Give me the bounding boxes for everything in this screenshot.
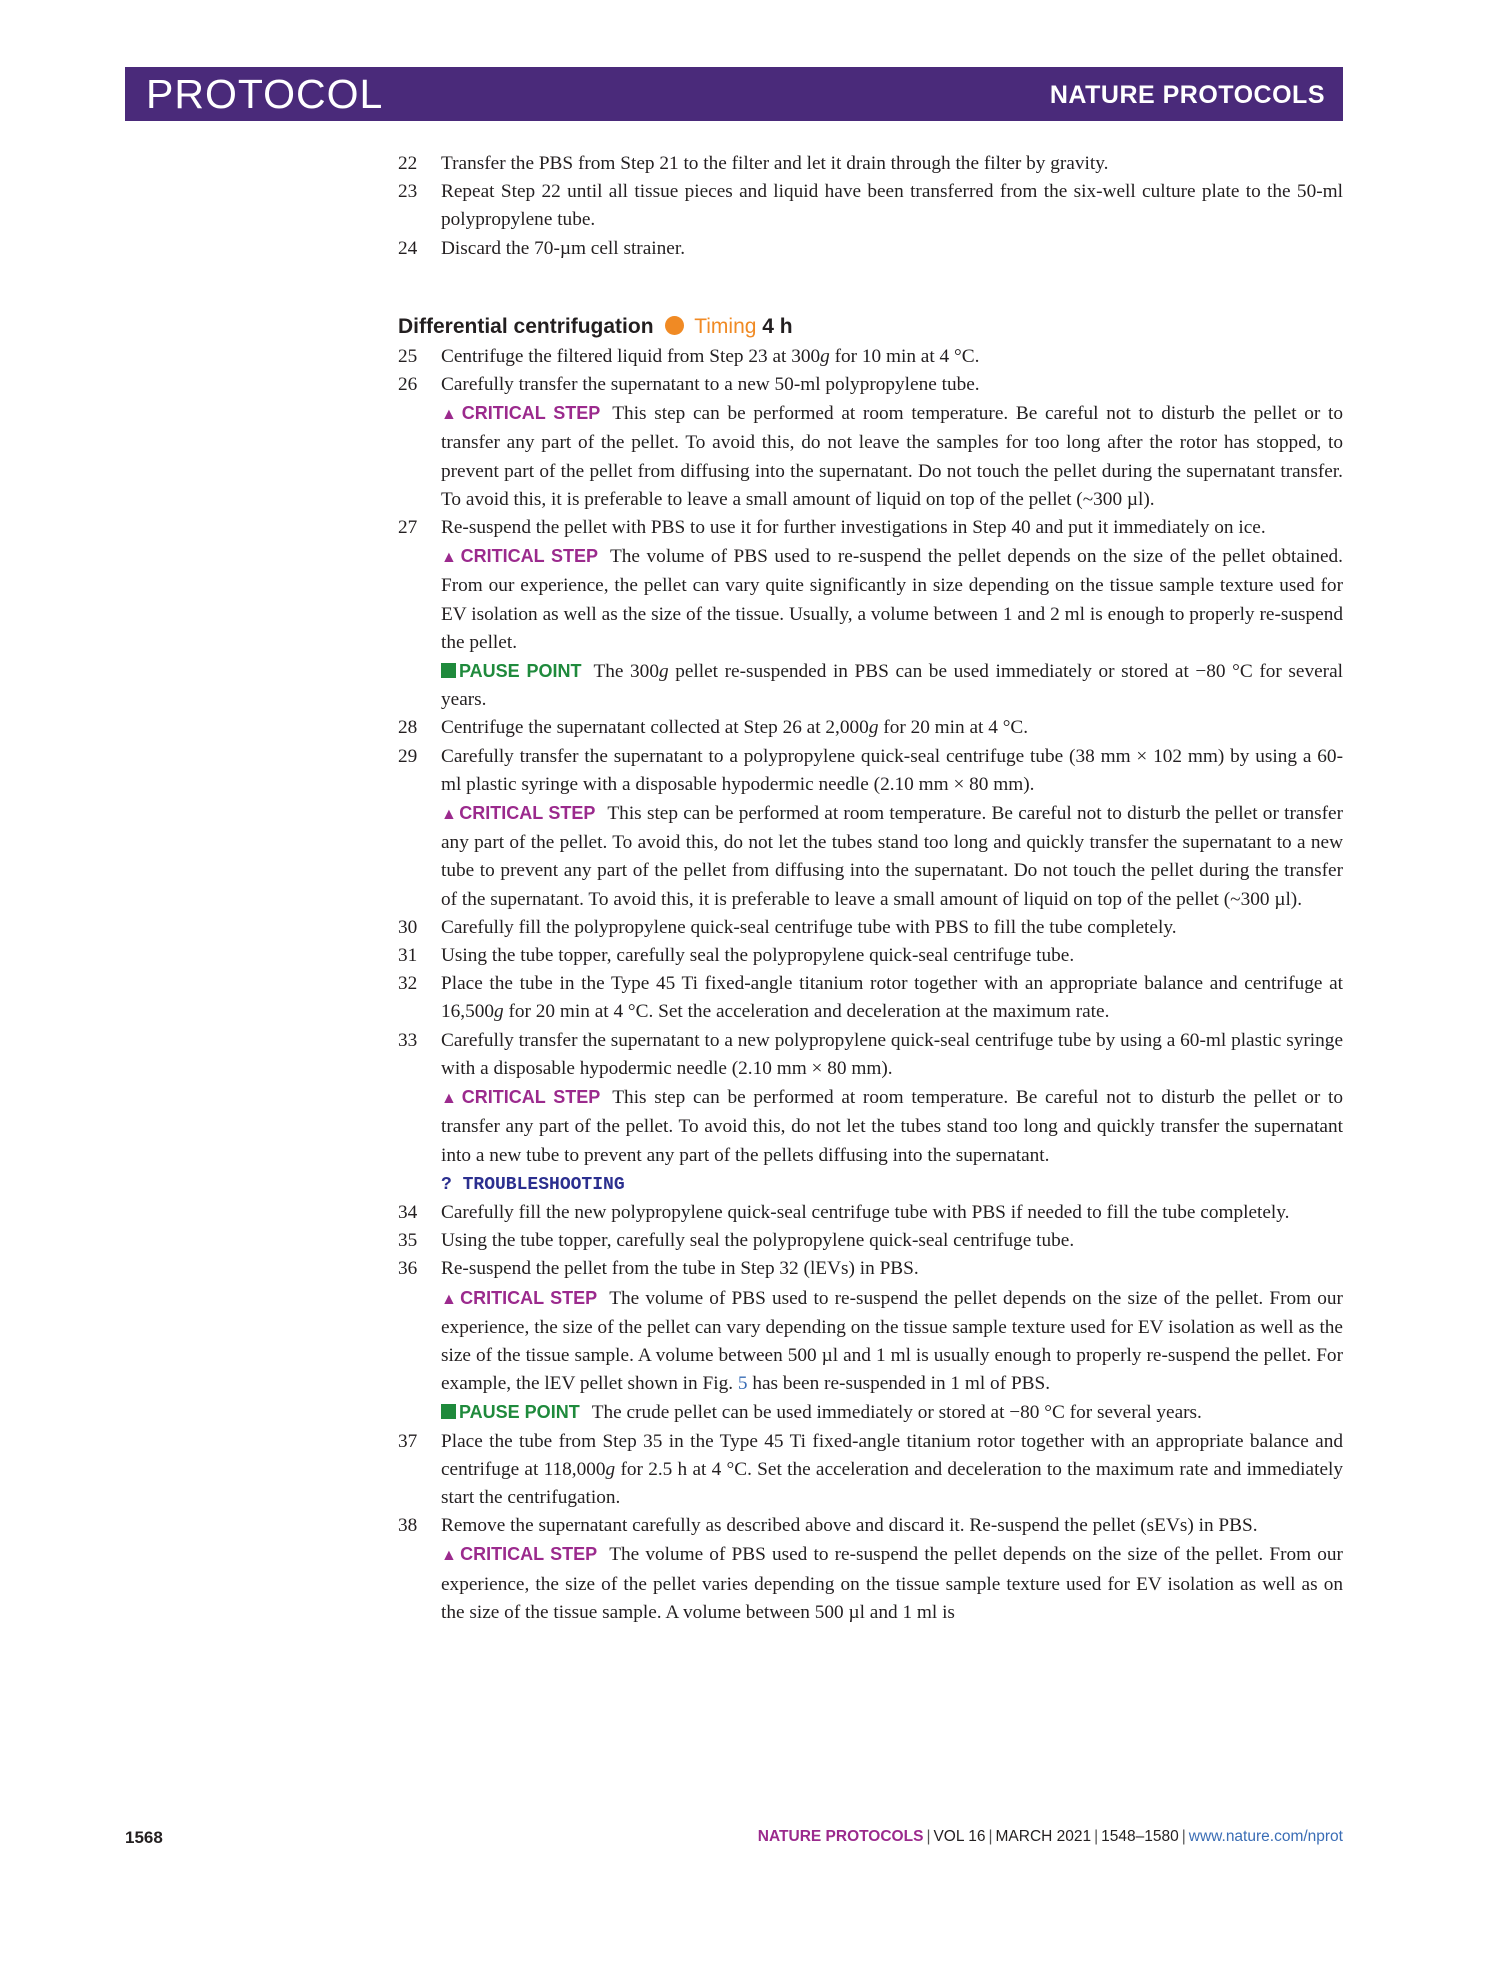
step-text: for 2.5 h at 4 °C. Set the acceleration and deceleration to the maximum rate and immediately start the centrifugation. <box>441 1458 1344 1508</box>
g-unit: g <box>868 717 879 739</box>
critical-step-text: CRITICAL STEP <box>460 1544 598 1565</box>
step-text: Carefully fill the polypropylene quick-seal centrifuge tube with PBS to fill the tube completely. <box>441 916 1177 938</box>
step-text: Carefully transfer the supernatant to a polypropylene quick-seal centrifuge tube (38 mm × 102 mm) by using a 60-ml plastic syringe with a disposable hypodermic needle (2.10 mm × 80 mm). <box>441 745 1343 795</box>
note-text: has been re-suspended in 1 ml of PBS. <box>747 1373 1051 1395</box>
section-heading <box>398 311 1343 343</box>
timing-dot-icon <box>665 316 684 335</box>
note-text: This step can be performed at room temperature. Be careful not to disturb the pellet or transfer any part of the pellet. To avoid this, do not let the tubes stand too long and quickly transfer the supernatant to a new tube to prevent any part of the pellet from diffusing into the supernatant. Do not touch the pellet during the transfer of the supernatant. To avoid this, it is preferable to leave a small amount of liquid on top of the pellet (~300 µl). <box>441 803 1344 910</box>
step-number: 35 <box>398 1230 418 1252</box>
step-number: 29 <box>398 745 418 767</box>
footer-pages: 1548–1580 <box>1101 1828 1179 1845</box>
critical-step-label <box>441 1288 597 1308</box>
critical-step-note <box>441 1284 1343 1399</box>
step-text: Carefully transfer the supernatant to a new 50-ml polypropylene tube. <box>441 374 980 396</box>
step-29 <box>398 743 1343 914</box>
step-text: Repeat Step 22 until all tissue pieces and liquid have been transferred from the six-well culture plate to the 50-ml polypropylene tube. <box>441 181 1343 231</box>
critical-step-label <box>441 803 595 823</box>
step-number: 27 <box>398 517 418 539</box>
critical-step-text: CRITICAL STEP <box>461 403 601 424</box>
triangle-icon: ▲ <box>441 1290 459 1308</box>
critical-step-note <box>441 1083 1343 1170</box>
critical-step-text: CRITICAL STEP <box>460 1287 598 1308</box>
figure-link[interactable]: 5 <box>737 1373 748 1395</box>
step-text: Using the tube topper, carefully seal the polypropylene quick-seal centrifuge tube. <box>441 945 1075 967</box>
note-text: This step can be performed at room temperature. Be careful not to disturb the pellet or to transfer any part of the pellet. To avoid this, do not leave the samples for too long after the rotor has stopped, to prevent part of the pellet from diffusing into the supernatant. Do not touch the pellet during the supernatant transfer. To avoid this, it is preferable to leave a small amount of liquid on top of the pellet (~300 µl). <box>441 403 1343 510</box>
critical-step-label <box>441 1544 597 1564</box>
step-text: Carefully transfer the supernatant to a new polypropylene quick-seal centrifuge tube by using a 60-ml plastic syringe with a disposable hypodermic needle (2.10 mm × 80 mm). <box>441 1029 1343 1079</box>
step-27 <box>398 514 1343 714</box>
step-text: Using the tube topper, carefully seal the polypropylene quick-seal centrifuge tube. <box>441 1230 1075 1252</box>
step-number: 32 <box>398 973 418 995</box>
step-text: for 20 min at 4 °C. Set the acceleration and deceleration at the maximum rate. <box>503 1001 1110 1023</box>
step-number: 28 <box>398 717 418 739</box>
page-number: 1568 <box>125 1828 163 1847</box>
note-text: The volume of PBS used to re-suspend the pellet depends on the size of the pellet obtained. From our experience, the pellet can vary quite significantly in size depending on the tissue sample texture used for EV isolation as well as the size of the tissue. Usually, a volume between 1 and 2 ml is enough to properly re-suspend the pellet. <box>441 546 1343 653</box>
pause-point-label <box>441 661 581 681</box>
step-37 <box>398 1428 1343 1513</box>
pause-point-text: PAUSE POINT <box>459 661 582 682</box>
step-text: Transfer the PBS from Step 21 to the filter and let it drain through the filter by gravity. <box>441 153 1109 174</box>
triangle-icon: ▲ <box>441 1547 459 1565</box>
note-text: The volume of PBS used to re-suspend the pellet depends on the size of the pellet. From our experience, the size of the pellet can vary depending on the tissue sample texture used for EV isolation as well as the size of the tissue sample. A volume between 500 µl and 1 ml is usually enough to properly re-suspend the pellet. For example, the lEV pellet shown in Fig. <box>441 1287 1343 1395</box>
critical-step-note <box>441 399 1343 514</box>
footer-url-link[interactable]: www.nature.com/nprot <box>1188 1828 1343 1845</box>
step-24 <box>398 235 1343 263</box>
triangle-icon: ▲ <box>441 806 458 824</box>
step-text: Re-suspend the pellet with PBS to use it for further investigations in Step 40 and put it immediately on ice. <box>441 517 1266 539</box>
separator: | <box>1181 1828 1186 1845</box>
triangle-icon: ▲ <box>441 406 460 424</box>
step-number: 34 <box>398 1201 418 1223</box>
footer-citation <box>758 1828 1343 1846</box>
step-number: 26 <box>398 374 418 396</box>
g-unit: g <box>820 345 830 367</box>
step-number: 23 <box>398 181 418 203</box>
critical-step-label <box>441 546 598 566</box>
journal-name: NATURE PROTOCOLS <box>1049 81 1325 109</box>
step-text: Remove the supernatant carefully as described above and discard it. Re-suspend the pellet (sEVs) in PBS. <box>441 1515 1258 1537</box>
critical-step-note <box>441 799 1343 914</box>
pause-point-note <box>441 1398 1343 1427</box>
separator: | <box>926 1828 931 1845</box>
step-32 <box>398 970 1343 1026</box>
section-title: Differential centrifugation <box>398 314 654 338</box>
step-number: 30 <box>398 916 418 938</box>
step-36 <box>398 1255 1343 1427</box>
footer-volume: VOL 16 <box>933 1828 986 1845</box>
critical-step-note <box>441 542 1343 657</box>
step-26 <box>398 371 1343 514</box>
g-unit: g <box>605 1458 616 1480</box>
separator: | <box>988 1828 993 1845</box>
step-number: 22 <box>398 153 418 174</box>
critical-step-text: CRITICAL STEP <box>460 546 598 567</box>
step-text: Centrifuge the supernatant collected at Step 26 at 2,000 <box>441 717 869 739</box>
step-33 <box>398 1027 1343 1199</box>
step-number: 36 <box>398 1258 418 1280</box>
protocol-content <box>398 150 1343 1627</box>
troubleshooting-note <box>441 1170 1343 1199</box>
step-text: for 10 min at 4 °C. <box>829 345 980 367</box>
separator: | <box>1094 1828 1099 1845</box>
step-22 <box>398 150 1343 178</box>
g-unit: g <box>494 1001 504 1023</box>
step-30 <box>398 914 1343 942</box>
note-text: pellet re-suspended in PBS can be used immediately or stored at −80 °C for several years. <box>441 661 1343 711</box>
step-text: Re-suspend the pellet from the tube in Step 32 (lEVs) in PBS. <box>441 1258 919 1280</box>
step-31 <box>398 942 1343 970</box>
g-unit: g <box>658 661 669 683</box>
step-text: for 20 min at 4 °C. <box>878 717 1029 739</box>
timing-label: Timing <box>694 314 757 338</box>
step-number: 38 <box>398 1515 418 1537</box>
step-23 <box>398 178 1343 234</box>
pause-point-text: PAUSE POINT <box>459 1402 580 1423</box>
note-text: The volume of PBS used to re-suspend the pellet depends on the size of the pellet. From our experience, the size of the pellet varies depending on the tissue sample texture used for EV isolation as well as on the size of the tissue sample. A volume between 500 µl and 1 ml is <box>441 1544 1343 1623</box>
step-25 <box>398 343 1343 371</box>
pause-point-label <box>441 1402 580 1422</box>
square-icon <box>441 1404 456 1419</box>
troubleshooting-link[interactable]: ? TROUBLESHOOTING <box>441 1174 625 1195</box>
timing-value: 4 h <box>762 314 793 338</box>
step-34 <box>398 1199 1343 1227</box>
square-icon <box>441 663 456 678</box>
header-bar <box>125 67 1343 121</box>
critical-step-text: CRITICAL STEP <box>461 1087 601 1108</box>
step-number: 37 <box>398 1430 418 1452</box>
step-38 <box>398 1512 1343 1627</box>
step-35 <box>398 1227 1343 1255</box>
note-text: The crude pellet can be used immediately or stored at −80 °C for several years. <box>591 1402 1202 1424</box>
critical-step-label <box>441 403 600 423</box>
note-text: This step can be performed at room temperature. Be careful not to disturb the pellet or to transfer any part of the pellet. To avoid this, do not let the tubes stand too long and quickly transfer the supernatant into a new tube to prevent any part of the pellets diffusing into the supernatant. <box>441 1087 1343 1166</box>
pause-point-note <box>441 657 1343 714</box>
section-label: PROTOCOL <box>146 71 384 117</box>
critical-step-label <box>441 1087 600 1107</box>
step-text: Carefully fill the new polypropylene quick-seal centrifuge tube with PBS if needed to fill the tube completely. <box>441 1201 1290 1223</box>
step-text: Place the tube from Step 35 in the Type 45 Ti fixed-angle titanium rotor together with an appropriate balance and centrifuge at 118,000 <box>441 1430 1343 1480</box>
critical-step-text: CRITICAL STEP <box>459 803 596 824</box>
note-text: The 300 <box>593 661 659 683</box>
critical-step-note <box>441 1540 1343 1627</box>
step-number: 25 <box>398 345 418 367</box>
step-text: Place the tube in the Type 45 Ti fixed-angle titanium rotor together with an appropriate balance and centrifuge at 16,500 <box>441 973 1343 1023</box>
step-number: 33 <box>398 1029 418 1051</box>
footer-date: MARCH 2021 <box>995 1828 1092 1845</box>
step-number: 24 <box>398 237 418 259</box>
triangle-icon: ▲ <box>441 549 459 567</box>
step-28 <box>398 714 1343 742</box>
step-text: Discard the 70-µm cell strainer. <box>441 237 686 259</box>
step-text: Centrifuge the filtered liquid from Step 23 at 300 <box>441 345 821 367</box>
triangle-icon: ▲ <box>441 1090 460 1108</box>
footer-journal: NATURE PROTOCOLS <box>757 1828 924 1845</box>
step-number: 31 <box>398 945 418 967</box>
